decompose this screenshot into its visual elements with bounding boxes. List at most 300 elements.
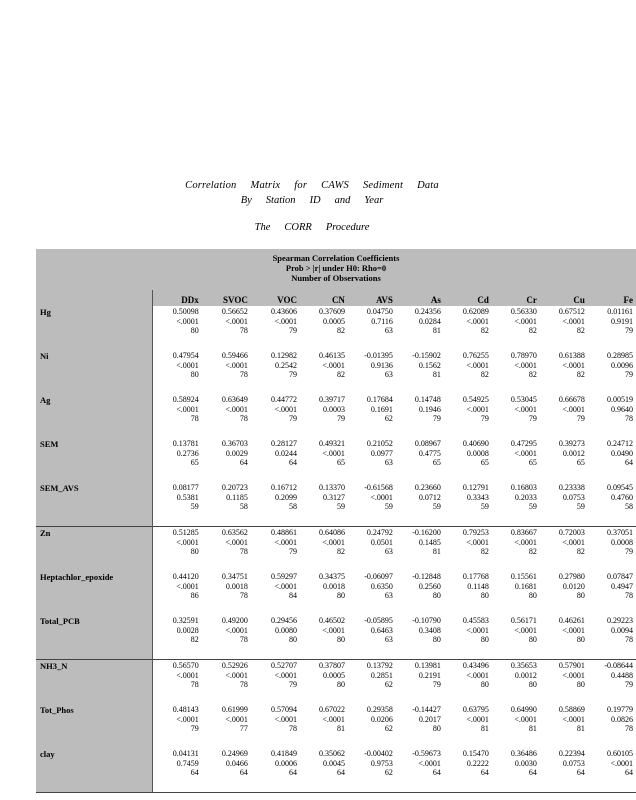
n-obs: 65 xyxy=(190,458,199,468)
column-header-avs: AVS xyxy=(348,290,396,306)
row-label: clay xyxy=(36,748,153,793)
n-obs: 64 xyxy=(432,768,441,778)
coefficient: 0.72003 xyxy=(558,528,585,537)
n-obs: 79 xyxy=(576,414,585,424)
report-title-line-3 xyxy=(6,222,618,233)
coefficient: 0.61388 xyxy=(558,351,585,360)
coefficient: 0.24969 xyxy=(221,749,248,758)
coefficient: 0.37051 xyxy=(607,528,633,537)
p-value: 0.0244 xyxy=(274,448,297,458)
p-value: <.0001 xyxy=(274,404,297,414)
table-cell xyxy=(153,748,202,793)
p-value: 0.7116 xyxy=(371,316,393,326)
title-word: for xyxy=(294,180,308,191)
n-obs: 78 xyxy=(239,591,248,601)
n-obs: 79 xyxy=(190,724,199,734)
p-value: <.0001 xyxy=(225,404,248,414)
coefficient: -0.14427 xyxy=(412,705,441,714)
p-value: 0.4775 xyxy=(418,448,441,458)
p-value: <.0001 xyxy=(322,360,345,370)
p-value: <.0001 xyxy=(466,714,489,724)
row-label: NH3_N xyxy=(36,660,153,705)
title-word: Year xyxy=(364,195,384,206)
coefficient: 0.79253 xyxy=(462,528,489,537)
coefficient: 0.32591 xyxy=(172,616,199,625)
row-label: SEM xyxy=(36,438,153,482)
table-cell xyxy=(300,748,348,793)
table-cell xyxy=(348,571,396,615)
table-cell xyxy=(348,306,396,350)
table-cell xyxy=(202,527,251,572)
coefficient: 0.40690 xyxy=(462,439,489,448)
p-value: 0.0012 xyxy=(562,448,585,458)
n-obs: 79 xyxy=(625,680,633,690)
p-value: <.0001 xyxy=(225,537,248,547)
correlation-table xyxy=(36,249,636,793)
coefficient: 0.20723 xyxy=(221,483,248,492)
table-cell xyxy=(300,660,348,705)
n-obs: 80 xyxy=(336,635,345,645)
table-cell xyxy=(588,350,636,394)
n-obs: 64 xyxy=(239,768,248,778)
table-cell xyxy=(492,394,540,438)
n-obs: 82 xyxy=(336,547,345,557)
p-value: <.0001 xyxy=(176,316,199,326)
table-cell xyxy=(300,527,348,572)
p-value: 0.2033 xyxy=(514,492,537,502)
column-header-fe: Fe xyxy=(588,290,636,306)
coefficient: -0.59673 xyxy=(412,749,441,758)
table-cell xyxy=(444,571,492,615)
coefficient: 0.36703 xyxy=(221,439,248,448)
n-obs: 79 xyxy=(625,547,633,557)
table-row xyxy=(36,571,636,615)
coefficient: 0.52707 xyxy=(270,661,297,670)
n-obs: 82 xyxy=(576,370,585,380)
p-value: <.0001 xyxy=(274,714,297,724)
p-value: <.0001 xyxy=(610,758,633,768)
table-cell xyxy=(444,660,492,705)
coefficient: 0.57094 xyxy=(270,705,297,714)
n-obs: 64 xyxy=(190,768,199,778)
table-cell xyxy=(251,482,300,527)
coefficient: 0.76255 xyxy=(462,351,489,360)
p-value: 0.0003 xyxy=(322,404,345,414)
coefficient: -0.15902 xyxy=(412,351,441,360)
n-obs: 78 xyxy=(190,680,199,690)
coefficient: 0.63562 xyxy=(221,528,248,537)
n-obs: 81 xyxy=(432,326,441,336)
coefficient: 0.15470 xyxy=(462,749,489,758)
coefficient: 0.28127 xyxy=(270,439,297,448)
coefficient: 0.17768 xyxy=(462,572,489,581)
table-cell xyxy=(492,527,540,572)
table-row xyxy=(36,482,636,527)
table-cell xyxy=(202,571,251,615)
title-word: Matrix xyxy=(250,180,281,191)
p-value: 0.1485 xyxy=(418,537,441,547)
p-value: <.0001 xyxy=(322,625,345,635)
p-value: <.0001 xyxy=(274,316,297,326)
p-value: <.0001 xyxy=(225,316,248,326)
coefficient: 0.51285 xyxy=(172,528,199,537)
table-cell xyxy=(202,394,251,438)
p-value: <.0001 xyxy=(466,537,489,547)
p-value: 0.0206 xyxy=(370,714,393,724)
p-value: 0.0012 xyxy=(514,670,537,680)
coefficient: 0.00519 xyxy=(607,395,633,404)
coefficient: -0.61568 xyxy=(364,483,393,492)
coefficient: 0.13981 xyxy=(414,661,441,670)
table-cell xyxy=(396,660,444,705)
p-value: <.0001 xyxy=(176,670,199,680)
coefficient: 0.58869 xyxy=(558,705,585,714)
table-cell xyxy=(348,394,396,438)
coefficient: -0.10790 xyxy=(412,616,441,625)
p-value: <.0001 xyxy=(176,537,199,547)
n-obs: 64 xyxy=(625,458,633,468)
p-value: 0.3343 xyxy=(466,492,489,502)
coefficient: 0.13781 xyxy=(172,439,199,448)
p-value: 0.4947 xyxy=(611,581,633,591)
p-value: 0.0466 xyxy=(225,758,248,768)
p-value: 0.9136 xyxy=(370,360,393,370)
coefficient: 0.43606 xyxy=(270,307,297,316)
p-value: <.0001 xyxy=(514,625,537,635)
table-cell xyxy=(153,615,202,660)
table-cell xyxy=(300,571,348,615)
coefficient: 0.83667 xyxy=(510,528,537,537)
table-cell xyxy=(251,306,300,350)
n-obs: 78 xyxy=(625,414,633,424)
table-cell xyxy=(300,482,348,527)
table-cell xyxy=(444,306,492,350)
n-obs: 64 xyxy=(288,768,297,778)
n-obs: 59 xyxy=(336,502,345,512)
table-cell xyxy=(444,748,492,793)
table-cell xyxy=(348,350,396,394)
table-cell xyxy=(251,394,300,438)
p-value: 0.0005 xyxy=(322,316,345,326)
n-obs: 82 xyxy=(480,370,489,380)
coefficient: 0.12982 xyxy=(270,351,297,360)
coefficient: 0.56652 xyxy=(221,307,248,316)
p-value: <.0001 xyxy=(274,581,297,591)
row-label: Ag xyxy=(36,394,153,438)
coefficient: 0.67512 xyxy=(558,307,585,316)
n-obs: 80 xyxy=(576,680,585,690)
column-header-voc: VOC xyxy=(251,290,300,306)
table-cell xyxy=(153,527,202,572)
coefficient: 0.63795 xyxy=(462,705,489,714)
p-value: <.0001 xyxy=(514,404,537,414)
p-value: <.0001 xyxy=(274,537,297,547)
p-value: 0.0018 xyxy=(225,581,248,591)
coefficient: 0.39273 xyxy=(558,439,585,448)
coefficient: -0.12848 xyxy=(412,572,441,581)
title-word: The xyxy=(254,222,271,233)
coefficient: 0.64086 xyxy=(318,528,345,537)
n-obs: 82 xyxy=(336,370,345,380)
coefficient: 0.37807 xyxy=(318,661,345,670)
column-header-ddx: DDx xyxy=(153,290,202,306)
table-cell xyxy=(251,748,300,793)
coefficient: 0.27980 xyxy=(558,572,585,581)
coefficient: 0.29223 xyxy=(607,616,633,625)
table-cell xyxy=(588,660,636,705)
table-cell xyxy=(348,660,396,705)
coefficient: -0.01395 xyxy=(364,351,393,360)
coefficient: 0.48143 xyxy=(172,705,199,714)
coefficient: 0.67022 xyxy=(318,705,345,714)
table-cell xyxy=(153,394,202,438)
n-obs: 79 xyxy=(288,326,297,336)
table-cell xyxy=(588,306,636,350)
row-label: Zn xyxy=(36,527,153,572)
n-obs: 79 xyxy=(336,414,345,424)
p-value: <.0001 xyxy=(225,714,248,724)
n-obs: 59 xyxy=(576,502,585,512)
p-value: 0.1946 xyxy=(418,404,441,414)
p-value: <.0001 xyxy=(514,714,537,724)
coefficient: -0.00402 xyxy=(364,749,393,758)
p-value: <.0001 xyxy=(562,404,585,414)
coefficient: 0.58924 xyxy=(172,395,199,404)
n-obs: 59 xyxy=(480,502,489,512)
coefficient: 0.29456 xyxy=(270,616,297,625)
n-obs: 58 xyxy=(625,502,633,512)
p-value: <.0001 xyxy=(514,360,537,370)
coefficient: 0.08177 xyxy=(172,483,199,492)
n-obs: 79 xyxy=(288,370,297,380)
p-value: 0.1681 xyxy=(514,581,537,591)
p-value: <.0001 xyxy=(370,492,393,502)
table-cell xyxy=(202,704,251,748)
table-cell xyxy=(251,527,300,572)
coefficient: 0.46502 xyxy=(318,616,345,625)
p-value: 0.0096 xyxy=(611,360,633,370)
table-cell xyxy=(300,394,348,438)
n-obs: 82 xyxy=(528,370,537,380)
table-cell xyxy=(588,571,636,615)
table-cell xyxy=(588,482,636,527)
coefficient: 0.24712 xyxy=(607,439,633,448)
p-value: 0.0826 xyxy=(611,714,633,724)
coefficient: 0.48861 xyxy=(270,528,297,537)
row-label: Total_PCB xyxy=(36,615,153,660)
coefficient: 0.50098 xyxy=(172,307,199,316)
table-cell xyxy=(251,350,300,394)
p-value: <.0001 xyxy=(322,448,345,458)
coefficient: 0.62089 xyxy=(462,307,489,316)
table-cell xyxy=(540,438,588,482)
p-value: 0.0753 xyxy=(562,758,585,768)
table-cell xyxy=(588,615,636,660)
coefficient: 0.54925 xyxy=(462,395,489,404)
p-value: 0.0029 xyxy=(225,448,248,458)
table-cell xyxy=(251,660,300,705)
p-value: <.0001 xyxy=(176,714,199,724)
table-cell xyxy=(202,306,251,350)
n-obs: 78 xyxy=(288,724,297,734)
coefficient: 0.61999 xyxy=(221,705,248,714)
header-note-line: Number of Observations xyxy=(291,273,381,283)
table-row xyxy=(36,704,636,748)
n-obs: 80 xyxy=(432,724,441,734)
table-cell xyxy=(202,350,251,394)
table-cell xyxy=(153,350,202,394)
n-obs: 78 xyxy=(190,414,199,424)
p-value: 0.2560 xyxy=(418,581,441,591)
table-cell xyxy=(348,482,396,527)
coefficient: 0.44772 xyxy=(270,395,297,404)
n-obs: 80 xyxy=(480,591,489,601)
p-value: 0.1562 xyxy=(418,360,441,370)
p-value: 0.2851 xyxy=(370,670,393,680)
p-value: <.0001 xyxy=(225,670,248,680)
table-cell xyxy=(202,748,251,793)
title-word: Correlation xyxy=(185,180,237,191)
table-cell xyxy=(492,704,540,748)
n-obs: 78 xyxy=(239,680,248,690)
table-cell xyxy=(492,615,540,660)
title-word: Station xyxy=(265,195,296,206)
n-obs: 64 xyxy=(239,458,248,468)
n-obs: 78 xyxy=(239,326,248,336)
table-cell xyxy=(153,482,202,527)
coefficient: 0.16803 xyxy=(510,483,537,492)
p-value: <.0001 xyxy=(322,714,345,724)
p-value: <.0001 xyxy=(562,670,585,680)
p-value: 0.0094 xyxy=(611,625,633,635)
n-obs: 84 xyxy=(288,591,297,601)
n-obs: 64 xyxy=(576,768,585,778)
p-value: 0.1148 xyxy=(467,581,489,591)
p-value: 0.3127 xyxy=(322,492,345,502)
coefficient: 0.66678 xyxy=(558,395,585,404)
p-value: 0.0005 xyxy=(322,670,345,680)
table-cell xyxy=(300,704,348,748)
n-obs: 65 xyxy=(336,458,345,468)
p-value: 0.1185 xyxy=(226,492,248,502)
n-obs: 82 xyxy=(576,326,585,336)
p-value: <.0001 xyxy=(562,714,585,724)
coefficient: 0.49200 xyxy=(221,616,248,625)
table-cell xyxy=(153,704,202,748)
n-obs: 58 xyxy=(288,502,297,512)
n-obs: 65 xyxy=(432,458,441,468)
table-cell xyxy=(492,748,540,793)
coefficient: -0.08644 xyxy=(604,661,633,670)
p-value: 0.2542 xyxy=(274,360,297,370)
coefficient: 0.08967 xyxy=(414,439,441,448)
p-value: 0.0977 xyxy=(370,448,393,458)
p-value: <.0001 xyxy=(514,316,537,326)
table-cell xyxy=(348,704,396,748)
table-cell xyxy=(300,438,348,482)
n-obs: 80 xyxy=(528,635,537,645)
p-value: <.0001 xyxy=(418,758,441,768)
n-obs: 59 xyxy=(190,502,199,512)
table-cell xyxy=(396,394,444,438)
p-value: 0.1691 xyxy=(370,404,393,414)
coefficient: 0.59466 xyxy=(221,351,248,360)
coefficient: 0.41849 xyxy=(270,749,297,758)
table-row xyxy=(36,527,636,572)
header-note-row xyxy=(36,249,636,290)
n-obs: 80 xyxy=(528,591,537,601)
table-cell xyxy=(396,571,444,615)
table-cell xyxy=(348,527,396,572)
p-value: <.0001 xyxy=(274,670,297,680)
coefficient: 0.09545 xyxy=(607,483,633,492)
coefficient: 0.22394 xyxy=(558,749,585,758)
table-cell xyxy=(492,482,540,527)
n-obs: 80 xyxy=(288,635,297,645)
coefficient: 0.36486 xyxy=(510,749,537,758)
report-title-line-2 xyxy=(6,195,618,206)
table-cell xyxy=(444,615,492,660)
p-value: 0.2222 xyxy=(466,758,489,768)
p-value: <.0001 xyxy=(562,537,585,547)
n-obs: 62 xyxy=(384,680,393,690)
p-value: 0.6350 xyxy=(370,581,393,591)
column-header-as: As xyxy=(396,290,444,306)
table-cell xyxy=(540,748,588,793)
n-obs: 59 xyxy=(432,502,441,512)
coefficient: 0.29358 xyxy=(366,705,393,714)
n-obs: 82 xyxy=(480,547,489,557)
table-cell xyxy=(202,438,251,482)
p-value: 0.9191 xyxy=(611,316,633,326)
n-obs: 78 xyxy=(239,547,248,557)
p-value: 0.4760 xyxy=(611,492,633,502)
column-header-cn: CN xyxy=(300,290,348,306)
coefficient: 0.43496 xyxy=(462,661,489,670)
table-cell xyxy=(444,394,492,438)
table-cell xyxy=(251,571,300,615)
table-cell xyxy=(396,615,444,660)
table-cell xyxy=(300,350,348,394)
p-value: 0.0753 xyxy=(562,492,585,502)
p-value: 0.2017 xyxy=(418,714,441,724)
p-value: <.0001 xyxy=(322,537,345,547)
coefficient: 0.24792 xyxy=(366,528,393,537)
n-obs: 79 xyxy=(288,680,297,690)
table-cell xyxy=(348,615,396,660)
table-row xyxy=(36,438,636,482)
n-obs: 80 xyxy=(480,680,489,690)
n-obs: 79 xyxy=(625,326,633,336)
p-value: <.0001 xyxy=(225,360,248,370)
p-value: 0.0490 xyxy=(611,448,633,458)
p-value: <.0001 xyxy=(176,404,199,414)
p-value: <.0001 xyxy=(176,360,199,370)
table-cell xyxy=(540,615,588,660)
p-value: 0.2191 xyxy=(418,670,441,680)
coefficient: -0.16200 xyxy=(412,528,441,537)
n-obs: 64 xyxy=(480,768,489,778)
n-obs: 80 xyxy=(336,680,345,690)
coefficient: 0.52926 xyxy=(221,661,248,670)
header-note-line: Spearman Correlation Coefficients xyxy=(272,253,400,263)
coefficient: 0.56330 xyxy=(510,307,537,316)
coefficient: 0.60105 xyxy=(607,749,633,758)
coefficient: 0.63649 xyxy=(221,395,248,404)
p-value: <.0001 xyxy=(466,625,489,635)
row-label: SEM_AVS xyxy=(36,482,153,527)
report-title-line-1 xyxy=(6,180,618,191)
